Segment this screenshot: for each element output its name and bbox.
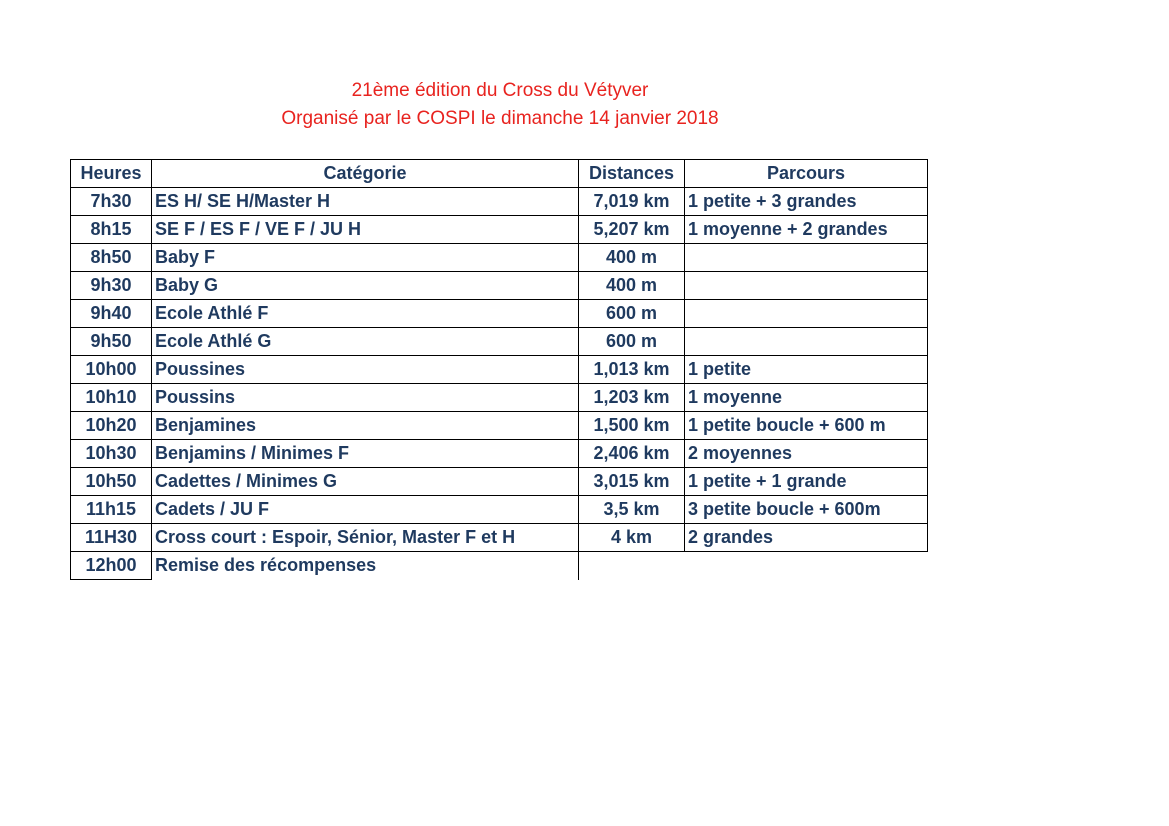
category-cell: Cadets / JU F	[152, 496, 579, 524]
time-cell: 10h30	[71, 440, 152, 468]
distance-cell: 600 m	[579, 328, 685, 356]
time-cell: 11h15	[71, 496, 152, 524]
table-row	[71, 412, 928, 440]
time-cell: 10h10	[71, 384, 152, 412]
distance-cell: 4 km	[579, 524, 685, 552]
route-cell	[685, 244, 928, 272]
time-cell: 8h15	[71, 216, 152, 244]
table-row	[71, 496, 928, 524]
category-cell: Baby F	[152, 244, 579, 272]
route-cell: 1 moyenne + 2 grandes	[685, 216, 928, 244]
distance-cell: 400 m	[579, 272, 685, 300]
route-cell: 3 petite boucle + 600m	[685, 496, 928, 524]
event-title: 21ème édition du Cross du Vétyver	[351, 80, 649, 101]
category-cell: Cadettes / Minimes G	[152, 468, 579, 496]
distance-cell: 1,203 km	[579, 384, 685, 412]
event-subtitle: Organisé par le COSPI le dimanche 14 janvier 2018	[281, 108, 719, 129]
table-row	[71, 188, 928, 216]
category-cell: Poussins	[152, 384, 579, 412]
distance-cell: 2,406 km	[579, 440, 685, 468]
time-cell: 10h00	[71, 356, 152, 384]
table-header-row	[71, 160, 928, 188]
time-cell: 7h30	[71, 188, 152, 216]
route-cell: 1 petite	[685, 356, 928, 384]
table-row	[71, 328, 928, 356]
route-cell: 1 petite + 1 grande	[685, 468, 928, 496]
route-cell	[685, 272, 928, 300]
time-cell: 11H30	[71, 524, 152, 552]
table-row	[71, 356, 928, 384]
time-cell: 9h40	[71, 300, 152, 328]
time-cell: 10h50	[71, 468, 152, 496]
time-cell: 12h00	[71, 552, 152, 580]
distance-cell: 5,207 km	[579, 216, 685, 244]
category-cell: SE F / ES F / VE F / JU H	[152, 216, 579, 244]
route-cell: 2 moyennes	[685, 440, 928, 468]
schedule-body	[71, 188, 928, 580]
table-row	[71, 300, 928, 328]
distance-cell: 3,5 km	[579, 496, 685, 524]
route-cell	[685, 300, 928, 328]
table-row	[71, 440, 928, 468]
category-cell: Cross court : Espoir, Sénior, Master F et H	[152, 524, 579, 552]
category-cell: Benjamines	[152, 412, 579, 440]
table-row	[71, 384, 928, 412]
distance-cell	[579, 552, 685, 580]
distance-cell: 600 m	[579, 300, 685, 328]
route-cell	[685, 328, 928, 356]
schedule-table	[70, 159, 928, 580]
category-cell: Ecole Athlé G	[152, 328, 579, 356]
column-header-categorie: Catégorie	[152, 160, 579, 188]
distance-cell: 400 m	[579, 244, 685, 272]
table-row	[71, 216, 928, 244]
route-cell: 1 petite boucle + 600 m	[685, 412, 928, 440]
distance-cell: 1,500 km	[579, 412, 685, 440]
category-cell: Poussines	[152, 356, 579, 384]
time-cell: 8h50	[71, 244, 152, 272]
time-cell: 9h50	[71, 328, 152, 356]
table-row	[71, 244, 928, 272]
distance-cell: 1,013 km	[579, 356, 685, 384]
time-cell: 10h20	[71, 412, 152, 440]
column-header-distances: Distances	[579, 160, 685, 188]
time-cell: 9h30	[71, 272, 152, 300]
column-header-parcours: Parcours	[685, 160, 928, 188]
category-cell: Benjamins / Minimes F	[152, 440, 579, 468]
category-cell: ES H/ SE H/Master H	[152, 188, 579, 216]
route-cell: 2 grandes	[685, 524, 928, 552]
route-cell	[685, 552, 928, 580]
column-header-heures: Heures	[71, 160, 152, 188]
category-cell: Ecole Athlé F	[152, 300, 579, 328]
distance-cell: 3,015 km	[579, 468, 685, 496]
route-cell: 1 petite + 3 grandes	[685, 188, 928, 216]
distance-cell: 7,019 km	[579, 188, 685, 216]
category-cell: Remise des récompenses	[152, 552, 579, 580]
table-row	[71, 552, 928, 580]
table-row	[71, 524, 928, 552]
route-cell: 1 moyenne	[685, 384, 928, 412]
category-cell: Baby G	[152, 272, 579, 300]
table-row	[71, 468, 928, 496]
table-row	[71, 272, 928, 300]
